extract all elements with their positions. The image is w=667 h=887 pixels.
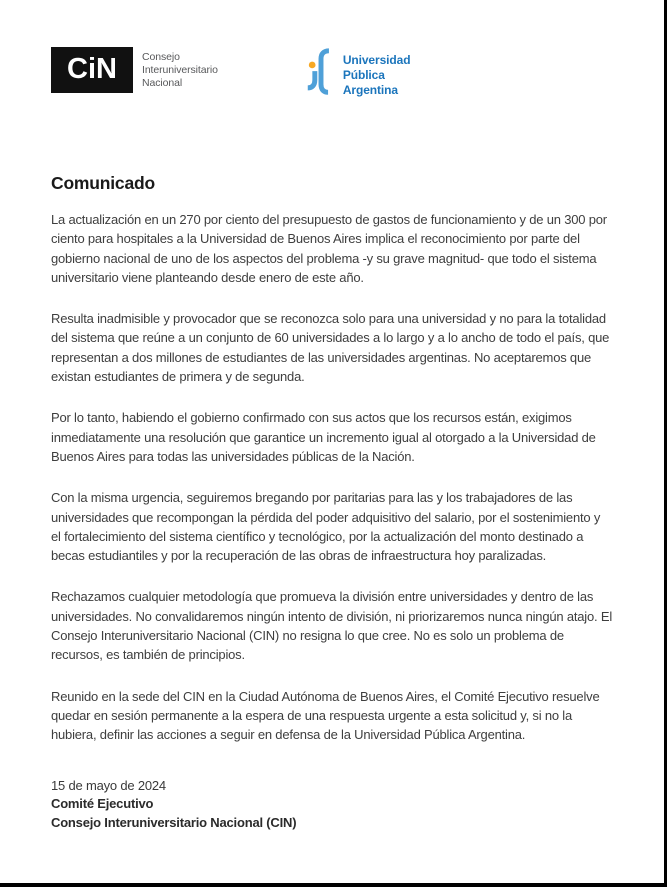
signature-committee: Comité Ejecutivo bbox=[51, 796, 154, 812]
paragraph-3: Por lo tanto, habiendo el gobierno confirmado con sus actos que los recursos están, exigimos inmediatamente una resolución que garantice un incremento igual al otorgado a la Universidad de Buenos Aires para todas las universidades públicas de la Nación. bbox=[51, 410, 596, 464]
paragraph-6: Reunido en la sede del CIN en la Ciudad Autónoma de Buenos Aires, el Comité Ejecutivo resuelve quedar en sesión permanente a la espera de una respuesta urgente a esta solicitud y, si no la hubiera, definir las acciones a seguir en defensa de la Universidad Pública Argentina. bbox=[51, 688, 600, 743]
sun-dot-icon bbox=[309, 62, 316, 69]
cin-name-line: Interuniversitario bbox=[142, 63, 218, 76]
upa-logo-name bbox=[343, 53, 411, 98]
cin-logo-icon bbox=[51, 47, 133, 93]
cin-logo bbox=[51, 47, 218, 93]
cin-logo-name bbox=[142, 51, 218, 90]
upa-name-line: Pública bbox=[342, 68, 385, 82]
upa-logo-icon bbox=[306, 45, 336, 99]
upa-name-line: Argentina bbox=[342, 83, 398, 97]
signature-organization: Consejo Interuniversitario Nacional (CIN) bbox=[51, 814, 297, 830]
paragraph-2: Resulta inadmisible y provocador que se reconozca solo para una universidad y no para la totalidad del sistema que reúne a un conjunto de 60 universidades a lo largo y a lo ancho de todo el país, que representan a dos millones de estudiantes de las universidades argentinas. No aceptaremos que existan estudiantes de primera y de segunda. bbox=[51, 311, 610, 385]
paragraph-1: La actualización en un 270 por ciento del presupuesto de gastos de funcionamiento y de un 300 por ciento para hospitales a la Universidad de Buenos Aires implica el reconocimiento por parte del gobierno nacional de uno de los aspectos del problema -y su grave magnitud- que todo el sistema universitario viene planteando desde enero de este año. bbox=[51, 212, 607, 285]
upa-logo bbox=[306, 45, 411, 99]
paragraph-5: Rechazamos cualquier metodología que promueva la división entre universidades y dentro de las universidades. No convalidaremos ningún intento de división, ni priorizaremos nunca ningún atajo. El Consejo Interuniversitario Nacional (CIN) no resigna lo que cree. No es solo un problema de recursos, es también de principios. bbox=[51, 589, 613, 663]
document-body bbox=[51, 210, 613, 745]
date: 15 de mayo de 2024 bbox=[51, 777, 166, 793]
cin-name-line: Consejo bbox=[142, 50, 180, 63]
paragraph-4: Con la misma urgencia, seguiremos bregando por paritarias para las y los trabajadores de las universidades que recompongan la pérdida del poder adquisitivo del salario, por el sostenimiento y el fortalecimiento del sistema científico y tecnológico, por la actualización del monto destinado a becas estudiantiles y por la recuperación de las obras de infraestructura hoy paralizadas. bbox=[51, 490, 601, 564]
header bbox=[51, 47, 613, 99]
cin-acronym: CiN bbox=[67, 52, 117, 85]
cin-name-line: Nacional bbox=[142, 76, 183, 89]
page-title: Comunicado bbox=[51, 173, 155, 193]
upa-name-line: Universidad bbox=[342, 53, 411, 67]
signature-block bbox=[51, 777, 613, 833]
